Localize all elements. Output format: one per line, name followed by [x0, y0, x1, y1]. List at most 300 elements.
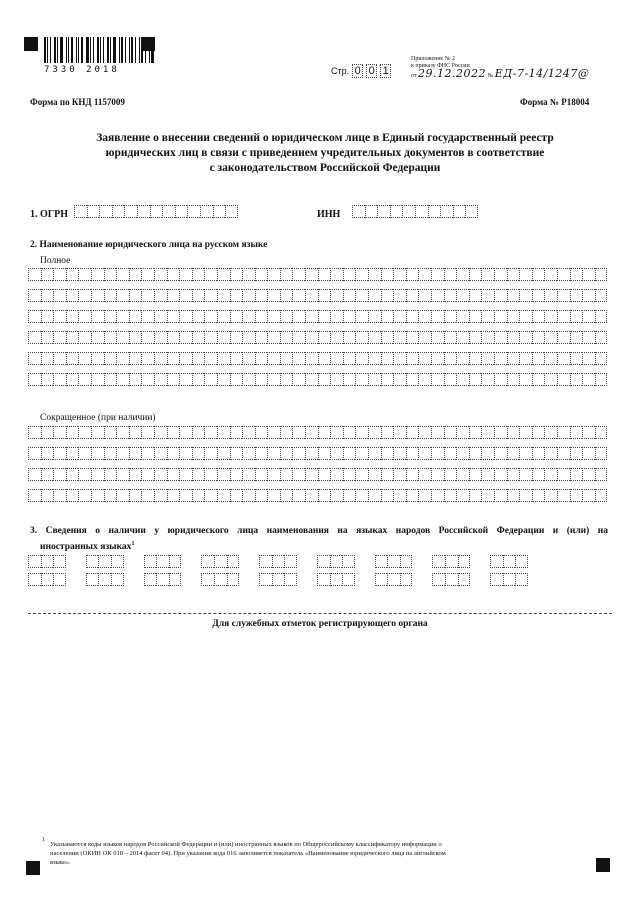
input-cell[interactable]: [381, 289, 394, 302]
input-cell[interactable]: [204, 489, 217, 502]
language-code-field[interactable]: [201, 555, 239, 568]
input-cell[interactable]: [330, 426, 343, 439]
language-code-cell[interactable]: [375, 555, 388, 568]
input-cell[interactable]: [167, 310, 180, 323]
input-cell[interactable]: [129, 289, 142, 302]
input-cell[interactable]: [444, 489, 457, 502]
input-cell[interactable]: [393, 289, 406, 302]
input-cell[interactable]: [66, 268, 79, 281]
input-cell[interactable]: [192, 489, 205, 502]
input-cell[interactable]: [318, 489, 331, 502]
input-cell[interactable]: [255, 310, 268, 323]
input-cell[interactable]: [532, 373, 545, 386]
input-cell[interactable]: [141, 468, 154, 481]
input-cell[interactable]: [595, 373, 608, 386]
input-cell[interactable]: [355, 489, 368, 502]
input-cell[interactable]: [217, 310, 230, 323]
input-cell[interactable]: [368, 310, 381, 323]
input-cell[interactable]: [91, 268, 104, 281]
ogrn-cell[interactable]: [213, 205, 226, 218]
input-cell[interactable]: [532, 468, 545, 481]
input-cell[interactable]: [355, 426, 368, 439]
input-cell[interactable]: [582, 468, 595, 481]
input-cell[interactable]: [381, 331, 394, 344]
ogrn-cell[interactable]: [225, 205, 238, 218]
language-code-cell[interactable]: [201, 555, 214, 568]
input-cell[interactable]: [116, 331, 129, 344]
input-cell[interactable]: [204, 331, 217, 344]
input-cell[interactable]: [41, 447, 54, 460]
input-cell[interactable]: [179, 268, 192, 281]
language-code-cell[interactable]: [227, 573, 240, 586]
input-cell[interactable]: [104, 489, 117, 502]
input-cell[interactable]: [141, 447, 154, 460]
input-cell[interactable]: [167, 331, 180, 344]
full-name-row[interactable]: [28, 373, 607, 386]
ogrn-cell[interactable]: [74, 205, 87, 218]
ogrn-cell[interactable]: [112, 205, 125, 218]
input-cell[interactable]: [469, 447, 482, 460]
input-cell[interactable]: [292, 373, 305, 386]
short-name-row[interactable]: [28, 426, 607, 439]
input-cell[interactable]: [53, 489, 66, 502]
input-cell[interactable]: [53, 373, 66, 386]
ogrn-cell[interactable]: [175, 205, 188, 218]
short-name-grid[interactable]: [28, 426, 607, 510]
input-cell[interactable]: [141, 310, 154, 323]
input-cell[interactable]: [305, 310, 318, 323]
input-cell[interactable]: [167, 352, 180, 365]
input-cell[interactable]: [129, 310, 142, 323]
inn-cell[interactable]: [377, 205, 390, 218]
input-cell[interactable]: [78, 373, 91, 386]
input-cell[interactable]: [66, 447, 79, 460]
input-cell[interactable]: [481, 268, 494, 281]
input-cell[interactable]: [519, 468, 532, 481]
input-cell[interactable]: [381, 426, 394, 439]
inn-cell[interactable]: [428, 205, 441, 218]
language-code-cell[interactable]: [214, 573, 227, 586]
input-cell[interactable]: [330, 289, 343, 302]
input-cell[interactable]: [557, 447, 570, 460]
input-cell[interactable]: [595, 268, 608, 281]
input-cell[interactable]: [292, 468, 305, 481]
short-name-row[interactable]: [28, 468, 607, 481]
input-cell[interactable]: [595, 310, 608, 323]
input-cell[interactable]: [280, 489, 293, 502]
input-cell[interactable]: [544, 373, 557, 386]
input-cell[interactable]: [255, 289, 268, 302]
input-cell[interactable]: [544, 489, 557, 502]
input-cell[interactable]: [267, 489, 280, 502]
input-cell[interactable]: [41, 310, 54, 323]
input-cell[interactable]: [456, 352, 469, 365]
input-cell[interactable]: [217, 426, 230, 439]
language-code-field[interactable]: [432, 555, 470, 568]
input-cell[interactable]: [116, 352, 129, 365]
language-code-field[interactable]: [259, 555, 297, 568]
input-cell[interactable]: [318, 352, 331, 365]
input-cell[interactable]: [292, 310, 305, 323]
input-cell[interactable]: [255, 447, 268, 460]
language-code-cell[interactable]: [156, 573, 169, 586]
language-code-cell[interactable]: [317, 555, 330, 568]
input-cell[interactable]: [318, 426, 331, 439]
language-code-cell[interactable]: [342, 573, 355, 586]
input-cell[interactable]: [393, 352, 406, 365]
input-cell[interactable]: [267, 331, 280, 344]
input-cell[interactable]: [280, 447, 293, 460]
full-name-row[interactable]: [28, 289, 607, 302]
input-cell[interactable]: [456, 468, 469, 481]
input-cell[interactable]: [129, 447, 142, 460]
input-cell[interactable]: [507, 489, 520, 502]
input-cell[interactable]: [544, 468, 557, 481]
language-code-cell[interactable]: [98, 573, 111, 586]
input-cell[interactable]: [368, 373, 381, 386]
input-cell[interactable]: [154, 373, 167, 386]
language-code-cell[interactable]: [432, 555, 445, 568]
language-code-field[interactable]: [86, 555, 124, 568]
input-cell[interactable]: [141, 331, 154, 344]
input-cell[interactable]: [393, 310, 406, 323]
input-cell[interactable]: [78, 447, 91, 460]
input-cell[interactable]: [368, 289, 381, 302]
input-cell[interactable]: [519, 489, 532, 502]
input-cell[interactable]: [217, 289, 230, 302]
input-cell[interactable]: [343, 373, 356, 386]
input-cell[interactable]: [444, 289, 457, 302]
input-cell[interactable]: [242, 373, 255, 386]
input-cell[interactable]: [91, 373, 104, 386]
input-cell[interactable]: [343, 331, 356, 344]
input-cell[interactable]: [230, 468, 243, 481]
input-cell[interactable]: [343, 268, 356, 281]
input-cell[interactable]: [141, 426, 154, 439]
input-cell[interactable]: [116, 489, 129, 502]
input-cell[interactable]: [204, 468, 217, 481]
input-cell[interactable]: [519, 373, 532, 386]
input-cell[interactable]: [544, 352, 557, 365]
language-code-cell[interactable]: [432, 573, 445, 586]
input-cell[interactable]: [355, 447, 368, 460]
language-code-field[interactable]: [317, 555, 355, 568]
input-cell[interactable]: [418, 331, 431, 344]
input-cell[interactable]: [368, 426, 381, 439]
input-cell[interactable]: [28, 310, 41, 323]
input-cell[interactable]: [230, 426, 243, 439]
input-cell[interactable]: [305, 268, 318, 281]
language-code-cell[interactable]: [144, 573, 157, 586]
input-cell[interactable]: [343, 352, 356, 365]
input-cell[interactable]: [104, 426, 117, 439]
input-cell[interactable]: [91, 489, 104, 502]
input-cell[interactable]: [418, 310, 431, 323]
input-cell[interactable]: [494, 373, 507, 386]
input-cell[interactable]: [305, 373, 318, 386]
input-cell[interactable]: [570, 268, 583, 281]
input-cell[interactable]: [507, 289, 520, 302]
input-cell[interactable]: [595, 489, 608, 502]
input-cell[interactable]: [129, 331, 142, 344]
input-cell[interactable]: [507, 310, 520, 323]
input-cell[interactable]: [343, 489, 356, 502]
input-cell[interactable]: [393, 489, 406, 502]
language-code-cell[interactable]: [490, 555, 503, 568]
input-cell[interactable]: [557, 331, 570, 344]
input-cell[interactable]: [406, 373, 419, 386]
input-cell[interactable]: [519, 310, 532, 323]
input-cell[interactable]: [456, 373, 469, 386]
input-cell[interactable]: [381, 489, 394, 502]
input-cell[interactable]: [280, 331, 293, 344]
input-cell[interactable]: [406, 289, 419, 302]
input-cell[interactable]: [494, 447, 507, 460]
input-cell[interactable]: [204, 447, 217, 460]
input-cell[interactable]: [557, 268, 570, 281]
input-cell[interactable]: [469, 468, 482, 481]
input-cell[interactable]: [267, 310, 280, 323]
input-cell[interactable]: [167, 447, 180, 460]
input-cell[interactable]: [406, 468, 419, 481]
input-cell[interactable]: [456, 331, 469, 344]
input-cell[interactable]: [519, 426, 532, 439]
input-cell[interactable]: [41, 489, 54, 502]
inn-field[interactable]: [352, 205, 478, 218]
input-cell[interactable]: [595, 331, 608, 344]
input-cell[interactable]: [481, 468, 494, 481]
input-cell[interactable]: [368, 331, 381, 344]
input-cell[interactable]: [494, 352, 507, 365]
language-code-field[interactable]: [317, 573, 355, 586]
input-cell[interactable]: [456, 268, 469, 281]
input-cell[interactable]: [292, 489, 305, 502]
input-cell[interactable]: [318, 331, 331, 344]
input-cell[interactable]: [318, 310, 331, 323]
input-cell[interactable]: [456, 489, 469, 502]
input-cell[interactable]: [230, 447, 243, 460]
input-cell[interactable]: [141, 352, 154, 365]
input-cell[interactable]: [570, 489, 583, 502]
input-cell[interactable]: [267, 352, 280, 365]
language-code-field[interactable]: [432, 573, 470, 586]
ogrn-cell[interactable]: [99, 205, 112, 218]
input-cell[interactable]: [431, 310, 444, 323]
input-cell[interactable]: [179, 468, 192, 481]
input-cell[interactable]: [53, 426, 66, 439]
ogrn-field[interactable]: [74, 205, 238, 218]
input-cell[interactable]: [255, 352, 268, 365]
language-code-cell[interactable]: [272, 573, 285, 586]
input-cell[interactable]: [78, 331, 91, 344]
input-cell[interactable]: [330, 489, 343, 502]
language-code-cell[interactable]: [272, 555, 285, 568]
input-cell[interactable]: [305, 489, 318, 502]
input-cell[interactable]: [406, 268, 419, 281]
input-cell[interactable]: [507, 331, 520, 344]
input-cell[interactable]: [582, 268, 595, 281]
inn-cell[interactable]: [453, 205, 466, 218]
input-cell[interactable]: [230, 268, 243, 281]
input-cell[interactable]: [557, 352, 570, 365]
language-code-cell[interactable]: [41, 573, 54, 586]
input-cell[interactable]: [318, 373, 331, 386]
input-cell[interactable]: [570, 331, 583, 344]
input-cell[interactable]: [78, 310, 91, 323]
input-cell[interactable]: [192, 268, 205, 281]
full-name-row[interactable]: [28, 352, 607, 365]
input-cell[interactable]: [406, 310, 419, 323]
input-cell[interactable]: [204, 310, 217, 323]
input-cell[interactable]: [179, 373, 192, 386]
input-cell[interactable]: [242, 289, 255, 302]
input-cell[interactable]: [129, 468, 142, 481]
input-cell[interactable]: [330, 447, 343, 460]
language-code-cell[interactable]: [503, 573, 516, 586]
input-cell[interactable]: [570, 289, 583, 302]
input-cell[interactable]: [481, 310, 494, 323]
input-cell[interactable]: [355, 468, 368, 481]
language-code-cell[interactable]: [342, 555, 355, 568]
input-cell[interactable]: [557, 426, 570, 439]
input-cell[interactable]: [66, 468, 79, 481]
input-cell[interactable]: [28, 373, 41, 386]
input-cell[interactable]: [318, 268, 331, 281]
input-cell[interactable]: [217, 468, 230, 481]
input-cell[interactable]: [267, 289, 280, 302]
input-cell[interactable]: [355, 373, 368, 386]
input-cell[interactable]: [280, 289, 293, 302]
input-cell[interactable]: [368, 352, 381, 365]
input-cell[interactable]: [53, 310, 66, 323]
input-cell[interactable]: [78, 268, 91, 281]
input-cell[interactable]: [28, 489, 41, 502]
input-cell[interactable]: [154, 310, 167, 323]
input-cell[interactable]: [381, 268, 394, 281]
input-cell[interactable]: [507, 426, 520, 439]
input-cell[interactable]: [204, 373, 217, 386]
input-cell[interactable]: [154, 352, 167, 365]
input-cell[interactable]: [431, 373, 444, 386]
input-cell[interactable]: [381, 373, 394, 386]
language-code-cell[interactable]: [53, 573, 66, 586]
input-cell[interactable]: [255, 268, 268, 281]
input-cell[interactable]: [292, 426, 305, 439]
input-cell[interactable]: [481, 352, 494, 365]
input-cell[interactable]: [330, 352, 343, 365]
input-cell[interactable]: [595, 447, 608, 460]
input-cell[interactable]: [469, 373, 482, 386]
inn-cell[interactable]: [440, 205, 453, 218]
input-cell[interactable]: [28, 468, 41, 481]
language-code-cell[interactable]: [458, 573, 471, 586]
input-cell[interactable]: [582, 352, 595, 365]
input-cell[interactable]: [305, 426, 318, 439]
input-cell[interactable]: [53, 289, 66, 302]
language-code-cell[interactable]: [400, 555, 413, 568]
input-cell[interactable]: [570, 426, 583, 439]
input-cell[interactable]: [431, 331, 444, 344]
input-cell[interactable]: [381, 447, 394, 460]
ogrn-cell[interactable]: [200, 205, 213, 218]
input-cell[interactable]: [204, 289, 217, 302]
input-cell[interactable]: [318, 289, 331, 302]
input-cell[interactable]: [78, 489, 91, 502]
language-code-field[interactable]: [144, 573, 182, 586]
input-cell[interactable]: [519, 352, 532, 365]
input-cell[interactable]: [217, 373, 230, 386]
input-cell[interactable]: [418, 373, 431, 386]
language-code-field[interactable]: [201, 573, 239, 586]
input-cell[interactable]: [41, 331, 54, 344]
input-cell[interactable]: [230, 310, 243, 323]
language-code-cell[interactable]: [28, 573, 41, 586]
input-cell[interactable]: [280, 352, 293, 365]
input-cell[interactable]: [179, 331, 192, 344]
input-cell[interactable]: [507, 468, 520, 481]
language-code-cell[interactable]: [86, 573, 99, 586]
input-cell[interactable]: [318, 468, 331, 481]
ogrn-cell[interactable]: [137, 205, 150, 218]
input-cell[interactable]: [154, 268, 167, 281]
input-cell[interactable]: [330, 268, 343, 281]
input-cell[interactable]: [192, 373, 205, 386]
input-cell[interactable]: [318, 447, 331, 460]
input-cell[interactable]: [343, 426, 356, 439]
language-code-cell[interactable]: [98, 555, 111, 568]
input-cell[interactable]: [204, 426, 217, 439]
language-code-cell[interactable]: [41, 555, 54, 568]
input-cell[interactable]: [292, 352, 305, 365]
input-cell[interactable]: [242, 489, 255, 502]
input-cell[interactable]: [494, 331, 507, 344]
input-cell[interactable]: [104, 447, 117, 460]
input-cell[interactable]: [78, 352, 91, 365]
input-cell[interactable]: [355, 352, 368, 365]
input-cell[interactable]: [444, 426, 457, 439]
input-cell[interactable]: [481, 447, 494, 460]
input-cell[interactable]: [557, 489, 570, 502]
input-cell[interactable]: [481, 289, 494, 302]
input-cell[interactable]: [91, 426, 104, 439]
language-code-cell[interactable]: [214, 555, 227, 568]
input-cell[interactable]: [444, 310, 457, 323]
input-cell[interactable]: [91, 352, 104, 365]
input-cell[interactable]: [78, 468, 91, 481]
input-cell[interactable]: [368, 268, 381, 281]
input-cell[interactable]: [167, 289, 180, 302]
input-cell[interactable]: [431, 289, 444, 302]
input-cell[interactable]: [280, 468, 293, 481]
input-cell[interactable]: [469, 331, 482, 344]
input-cell[interactable]: [192, 289, 205, 302]
input-cell[interactable]: [507, 447, 520, 460]
language-code-cell[interactable]: [387, 555, 400, 568]
input-cell[interactable]: [154, 447, 167, 460]
input-cell[interactable]: [519, 268, 532, 281]
input-cell[interactable]: [116, 447, 129, 460]
input-cell[interactable]: [532, 310, 545, 323]
input-cell[interactable]: [167, 468, 180, 481]
input-cell[interactable]: [66, 310, 79, 323]
input-cell[interactable]: [230, 489, 243, 502]
input-cell[interactable]: [557, 310, 570, 323]
input-cell[interactable]: [53, 268, 66, 281]
input-cell[interactable]: [431, 268, 444, 281]
language-code-field[interactable]: [490, 555, 528, 568]
input-cell[interactable]: [104, 331, 117, 344]
input-cell[interactable]: [330, 373, 343, 386]
